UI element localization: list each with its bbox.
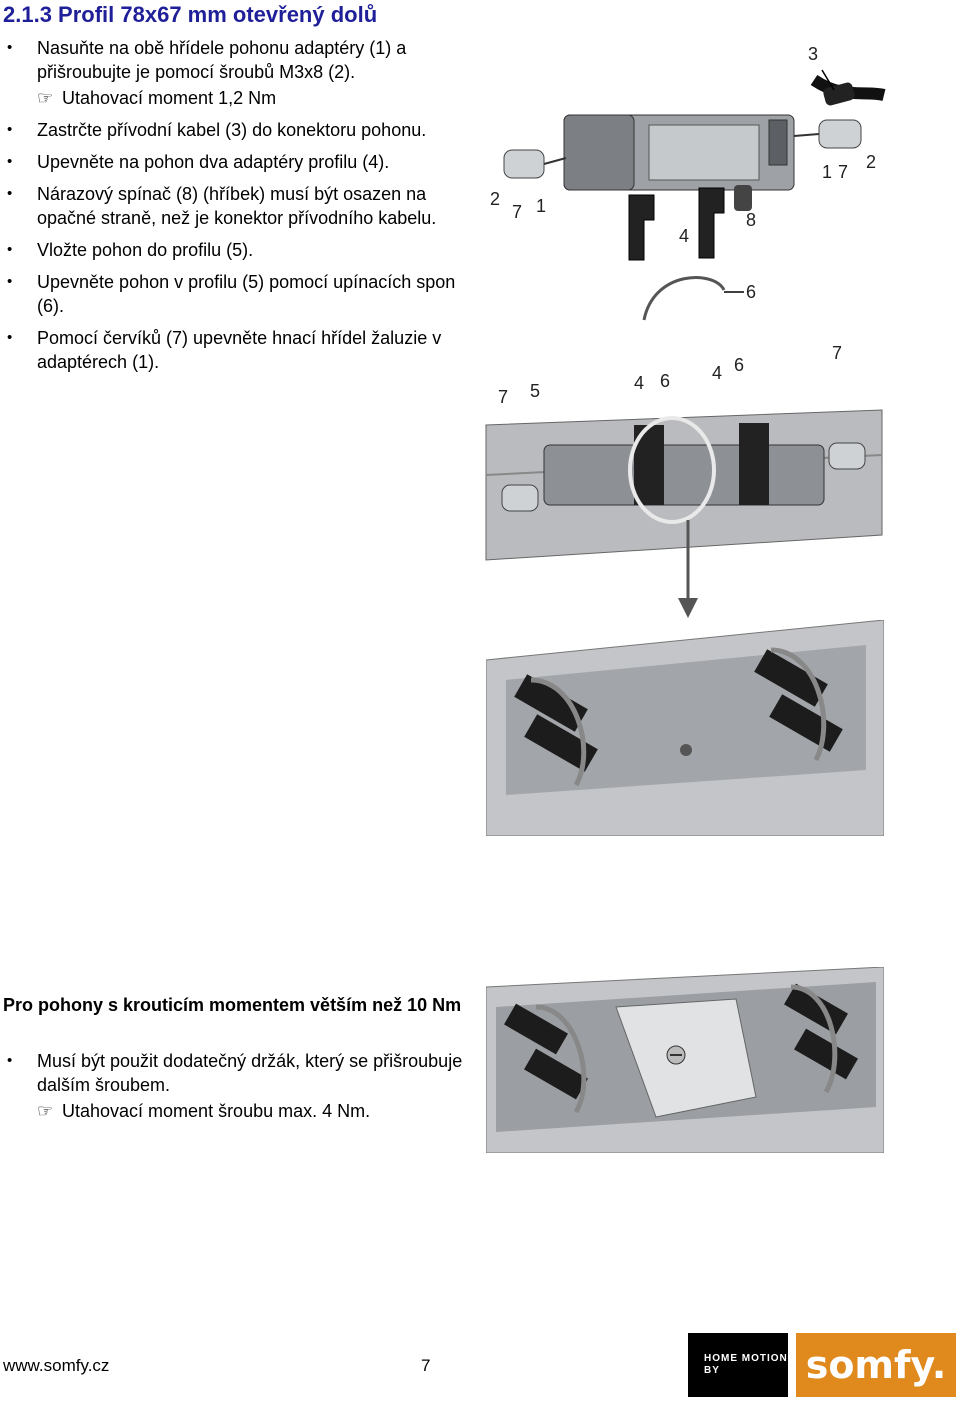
somfy-logo: somfy. [796, 1333, 956, 1397]
pointing-hand-icon: ☞ [37, 88, 54, 108]
figure-label: 4 [679, 226, 690, 246]
page-number: 7 [421, 1356, 431, 1375]
list-item: • Musí být použit dodatečný držák, který se přišroubuje dalším šroubem. [7, 1051, 463, 1095]
figure-label: 7 [838, 162, 849, 182]
list-item: • Vložte pohon do profilu (5). [7, 240, 254, 260]
list-item: • Nárazový spínač (8) (hříbek) musí být osazen na opačné straně, než je konektor přívodního kabelu. [7, 184, 437, 228]
figure-label: 7 [498, 387, 509, 407]
figure-label: 6 [660, 371, 671, 391]
bullet-icon: • [7, 39, 13, 56]
list-item: • Upevněte pohon v profilu (5) pomocí upínacích spon (6). [7, 272, 456, 316]
figure-label: 1 [822, 162, 833, 182]
figure-label: 4 [634, 373, 645, 393]
list-item: • Upevněte na pohon dva adaptéry profilu (4). [7, 152, 390, 172]
exploded-motor-figure [484, 40, 890, 340]
footer-url: www.somfy.cz [3, 1356, 110, 1375]
instruction-list [0, 36, 480, 382]
bullet-icon: • [7, 185, 13, 202]
torque-note: ☞ Utahovací moment 1,2 Nm [37, 88, 277, 108]
clip-detail-figure [486, 620, 884, 836]
figure-label: 7 [832, 345, 843, 363]
list-item: • Pomocí červíků (7) upevněte hnací hřídel žaluzie v adaptérech (1). [7, 328, 442, 372]
extra-list [0, 1049, 480, 1131]
figure-label: 2 [490, 189, 501, 209]
bullet-icon: • [7, 1052, 13, 1069]
torque-note: ☞ Utahovací moment šroubu max. 4 Nm. [37, 1101, 371, 1121]
section-heading: 2.1.3 Profil 78x67 mm otevřený dolů [3, 2, 378, 27]
figure-label: 4 [712, 363, 723, 383]
figure-label: 1 [536, 196, 547, 216]
figure-label: 6 [734, 355, 745, 375]
bullet-icon: • [7, 273, 13, 290]
extra-section-heading: Pro pohony s krouticím momentem větším než 10 Nm [3, 995, 462, 1015]
figure-label: 2 [866, 152, 877, 172]
arrow-down-icon [676, 520, 700, 620]
figure-label: 5 [530, 381, 541, 401]
list-item: • Zastrčte přívodní kabel (3) do konektoru pohonu. [7, 120, 427, 140]
bullet-icon: • [7, 121, 13, 138]
list-item: • Nasuňte na obě hřídele pohonu adaptéry (1) a přišroubujte je pomocí šroubů M3x8 (2). [7, 38, 407, 82]
pointing-hand-icon: ☞ [37, 1101, 54, 1121]
bullet-icon: • [7, 241, 13, 258]
figure-label: 3 [808, 44, 819, 64]
bullet-icon: • [7, 329, 13, 346]
figure-label: 7 [512, 202, 523, 222]
figure-label: 6 [746, 282, 757, 302]
home-motion-logo: HOME MOTION BY [688, 1333, 788, 1397]
extra-holder-figure [486, 967, 884, 1153]
figure-label: 8 [746, 210, 757, 230]
bullet-icon: • [7, 153, 13, 170]
